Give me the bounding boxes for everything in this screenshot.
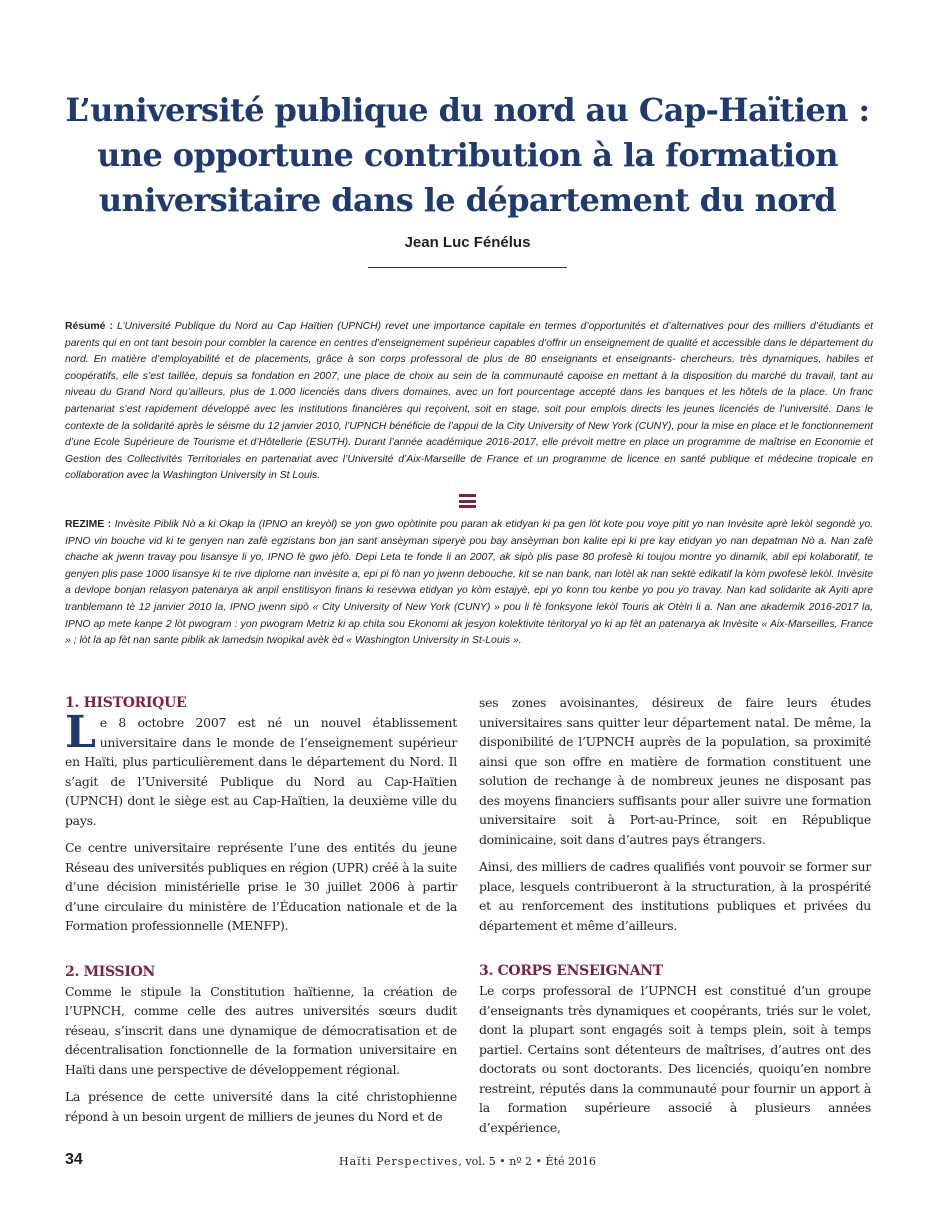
journal-name: Haïti Perspectives: [339, 1155, 459, 1168]
corps-paragraph-1: Le corps professoral de l’UPNCH est constitué d’un groupe d’enseignants très dynamiques et coopérants, triés sur le volet, dont la plupart sont engagés soit à temps plein, soit à temps partiel. Certains sont détenteurs de maîtrises, d’autres ont des doctorats ou sont doctorants. Des licenciés, quoiqu’en nombre restreint, réputés dans la communauté pour fournir un apport à la formation supérieure associé à plusieurs années d’expérience,: [479, 983, 871, 1135]
title-line-2: une opportune contribution à la formation: [97, 136, 838, 174]
mission-paragraph-2-start: La présence de cette université dans la cité christophienne répond à un besoin urgent de milliers de jeunes du Nord et de: [65, 1089, 457, 1124]
abstract-french: [65, 319, 873, 485]
section-heading-corps-enseignant: 3. CORPS ENSEIGNANT: [479, 963, 663, 979]
journal-season: Été 2016: [542, 1155, 596, 1168]
section-heading-mission: 2. MISSION: [65, 963, 155, 980]
abstract-creole: [65, 517, 873, 650]
author-divider: [368, 267, 567, 268]
page-number: 34: [65, 1151, 83, 1168]
abstract-french-label: Résumé :: [65, 321, 113, 332]
mission-paragraph-3: Ainsi, des milliers de cadres qualifiés vont pouvoir se former sur place, lesquels contribueront à la structuration, à la prospérité et au renforcement des institutions publiques et privées du département et même d’ailleurs.: [479, 859, 871, 933]
historique-paragraph-1: [65, 707, 457, 830]
section-heading-historique: 1. HISTORIQUE: [65, 695, 187, 711]
citation-bullet-1: •: [499, 1155, 506, 1168]
abstract-creole-label: REZIME :: [65, 519, 112, 530]
journal-issue: nº 2: [505, 1155, 536, 1168]
left-column: [65, 693, 457, 1134]
historique-paragraph-1-text: e 8 octobre 2007 est né un nouvel établissement universitaire dans le monde de l’enseignement supérieur en Haïti, plus particulièrement dans le département du Nord. Il s’agit de l’Université Publique du Nord au Cap-Haïtien (UPNCH) dont le siège est au Cap-Haïtien, la deuxième ville du pays.: [65, 715, 457, 828]
title-line-3: universitaire dans le département du nord: [98, 181, 837, 219]
citation-bullet-2: •: [535, 1155, 543, 1168]
article-title: [60, 88, 875, 223]
mission-paragraph-1: Comme le stipule la Constitution haïtienne, la création de l’UPNCH, comme celle des autres universités sœurs dudit réseau, s’inscrit dans une dynamique de démocratisation et de décentralisation fonctionnelle de la formation universitaire en Haïti dans une perspective de développement régional.: [65, 983, 457, 1077]
historique-paragraph-2: Ce centre universitaire représente l’une des entités du jeune Réseau des universités publiques en région (UPR) créé à la suite d’une décision ministérielle prise le 30 juillet 2006 à partir d’une circulaire du ministère de l’Éducation nationale et de la Formation professionnelle (MENFP).: [65, 840, 457, 933]
journal-volume: , vol. 5: [458, 1155, 500, 1168]
drop-cap: L: [65, 707, 96, 758]
right-column: [479, 693, 871, 1145]
section-separator-icon: [459, 494, 476, 508]
abstract-french-text: L’Université Publique du Nord au Cap Haïtien (UPNCH) revet une importance capitale en termes d’opportunités et d’alternatives pour des milliers d’étudiants et parents qui en ont tant besoin pour combler la carence en centres d’enseignement supérieur capables d’offrir un enseignement de qualité et accessible dans le département du nord. En matière d’employabilité et de placements, grâce à son corps professoral de plus de 80 enseignants et enseignants- chercheurs, très dynamiques, habiles et coopératifs, elle s’est taillée, depuis sa fondation en 2007, une place de choix au sein de la communauté capoise en mettant à la disposition du marché du travail, tant au niveau du Grand Nord qu’ailleurs, plus de 1.000 licenciés dans divers domaines, avec un fort pourcentage accepté dans les banques et les hôtels de la place. Un franc partenariat s’est rapidement développé avec les institutions financières qui reçoivent, soit en stage, soit pour emplois directs les jeunes licenciés de l’université. Dans le contexte de la solidarité après le séisme du 12 janvier 2010, l’UPNCH bénéficie de l’appui de la City University of New York (CUNY), pour la mise en place et le fonctionnement d’une Ecole Supérieure de Tourisme et d’Hôtellerie (ESUTH). Durant l’année académique 2016-2017, elle prévoit mettre en place un programme de maîtrise en Economie et Gestion des Collectivités Territoriales en partenariat avec l’Université d’Aix-Marseille de France et un programme de licence en santé publique et médecine tropicale en collaboration avec la Washington University in St Louis.: [65, 321, 873, 482]
mission-paragraph-2-continued: ses zones avoisinantes, désireux de faire leurs études universitaires sans quitter leur département natal. De même, la disponibilité de l’UPNCH auprès de la population, sa proximité ainsi que son offre en matière de formation constituent une solution de rechange à de nombreux jeunes ne disposant pas des moyens financiers suffisants pour aller suivre une formation universitaire soit à Port-au-Prince, soit en République dominicaine, soit dans d’autres pays étrangers.: [479, 695, 871, 847]
journal-citation: [0, 1155, 935, 1168]
author-name: Jean Luc Fénélus: [404, 234, 531, 251]
abstract-creole-text: Invèsite Piblik Nò a ki Okap la (IPNO an kreyòl) se yon gwo opòtinite pou paran ak etidyan ki pa gen lòt kote pou voye pitit yo nan Invèsite aprè lekòl segondè yo. IPNO vin bouche vid ki te genyen nan zafè egzistans bon jan sant ansèyman siperyè pou bay ansèyman bon kalite epi ki pre kay etidyan yo nan depatman Nò a. Nan zafè chache ak jwenn travay pou lisansye li yo, IPNO fè gwo jèfò. Depi Leta te fonde li an 2007, ak sipò plis pase 80 profesè ki toujou montre yo dinamik, abil epi kolaboratif, te genyen plis pase 1000 lisansye ki te rive diplome nan invèsite a, epi pi fò nan yo jwenn debouche, kit se nan bank, nan lotèl ak nan sektè edikatif la kòm pwofesè lekòl. Invèsite a devlope bonjan relasyon patenarya ak anpil enstitisyon finans ki resevwa etidyan yo kòm estajyè, epi yo konn tou kenbe yo pou yo travay. Nan kad solidarite ak Ayiti apre tranblemann tè 12 janvier 2010 la, IPNO jwenn sipò « City University of New York (CUNY) » pou li fè fonksyone lekòl Touris ak Otèlri li a. Nan ane akademik 2016-2017 la, IPNO ap mete kanpe 2 lòt pwogram : yon pwogram Metriz ki ap chita sou Ekonomi ak jesyon kolektivite tèritoryal yo ki ap fèt an patenarya ak Invèsite « Aix-Marseilles, France » ; lòt la ap fèt nan sante piblik ak lamedsin twopikal avèk èd « Washington University in St-Louis ».: [65, 519, 874, 647]
title-line-1: L’université publique du nord au Cap-Haïtien :: [65, 91, 870, 129]
